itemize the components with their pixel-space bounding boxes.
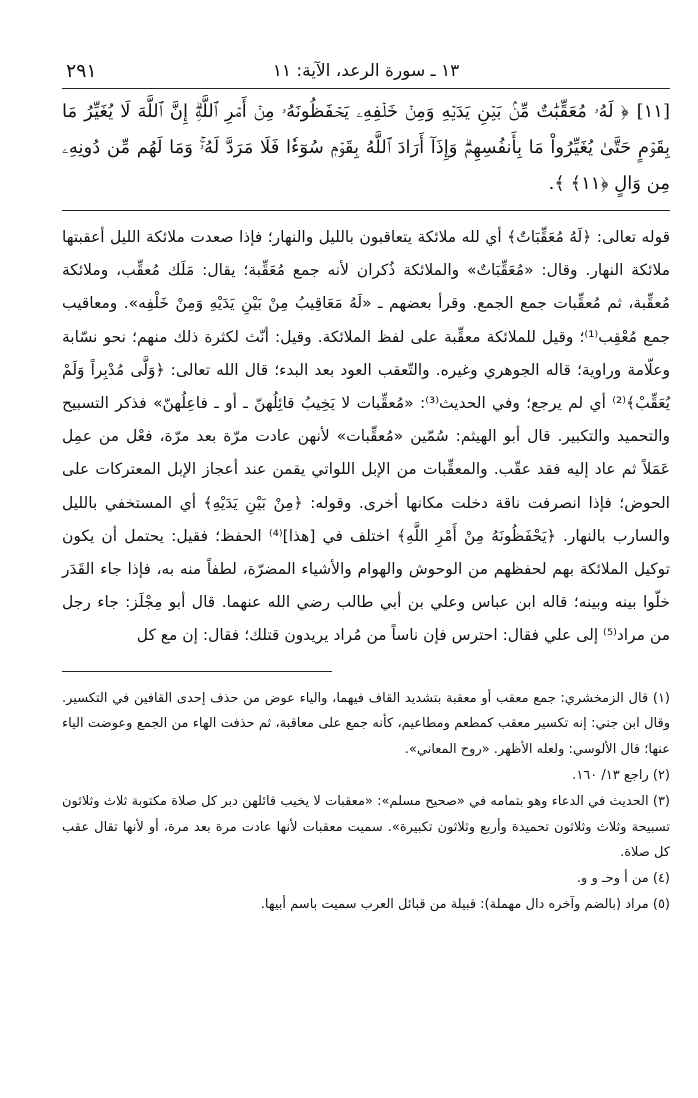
surah-title: ١٣ ـ سورة الرعد، الآية: ١١ <box>272 61 460 81</box>
page-number: ٢٩١ <box>66 60 97 82</box>
header-rule <box>62 88 670 89</box>
running-header <box>62 56 670 86</box>
verse-block <box>62 94 670 202</box>
footnote-1: (١) قال الزمخشري: جمع معقب أو معقبة بتشديد القاف فيهما، والياء عوض من حذف إحدى القافين في التكسير. وقال ابن جني: إنه تكسير معقب كمطعم ومطاعيم، كأنه جمع على معاقبة، ثم حذفت الهاء من الجمع وعوضت الياء عنها؛ قال الألوسي: ولعله الأظهر. «روح المعاني». <box>62 690 670 758</box>
verse-text: ﴿ لَهُۥ مُعَقِّبَٰتٌ مِّنۢ بَيۡنِ يَدَيۡهِ وَمِنۡ خَلۡفِهِۦ يَحۡفَظُونَهُۥ مِنۡ أَمۡرِ ٱللَّهِۗ إِنَّ ٱللَّهَ لَا يُغَيِّرُ مَا بِقَوۡمٍ حَتَّىٰ يُغَيِّرُواْ مَا بِأَنفُسِهِمۡۗ وَإِذَآ أَرَادَ ٱللَّهُ بِقَوۡمٖ سُوٓءٗا فَلَا مَرَدَّ لَهُۥۚ وَمَا لَهُم مِّن دُونِهِۦ مِن وَالٍ ﴿١١﴾ ﴾. <box>62 101 670 194</box>
page <box>62 56 670 1086</box>
footnote-2: (٢) راجع ١٣/ ١٦٠. <box>572 768 670 784</box>
verse-rule <box>62 210 670 211</box>
commentary-paragraph: قوله تعالى: ﴿لَهُ مُعَقِّبَاتٌ﴾ أي لله ملائكة يتعاقبون بالليل والنهار؛ فإذا صعدت ملائكة الليل أعقبتها ملائكة النهار. وقال: «مُعَقِّبَاتٌ» والملائكة ذُكران لأنه جمع مُعَقِّبة؛ يقال: مَلَك مُعقِّب، وملائكة مُعقِّبة، ثم مُعقِّبات جمع الجمع. وقرأ بعضهم ـ «لَهُ مَعَاقِيبُ مِنْ بَيْنِ يَدَيْهِ وَمِنْ خَلْفِه». ومعاقيب جمع مُعْقِب⁽¹⁾؛ وقيل للملائكة معقِّبة على لفظ الملائكة. وقيل: أنّث لكثرة ذلك منهم؛ نحو نسّابة وعلّامة وراوية؛ قاله الجوهري وغيره. والتّعقب العود بعد البدء؛ قال الله تعالى: ﴿وَلَّى مُدْبِراً وَلَمْ يُعَقِّبْ﴾⁽²⁾ أي لم يرجع؛ وفي الحديث⁽³⁾: «مُعقِّبات لا يَخِيبُ قائِلُهنّ ـ أو ـ فاعِلُهنّ» فذكر التسبيح والتحميد والتكبير. قال أبو الهيثم: سُمّين «مُعقِّبات» لأنهن عادت مرّة بعد مرّة، فعْل من عمِل عَمَلاً ثم عاد إليه فقد عقّب. والمعقِّبات من الإبل اللواتي يقمن عند أعجاز الإبل المعتركات على الحوض؛ فإذا انصرفت ناقة دخلت مكانها أخرى. وقوله: ﴿مِنْ بَيْنِ يَدَيْهِ﴾ أي المستخفي بالليل والسارب بالنهار. ﴿يَحْفَظُونَهُ مِنْ أَمْرِ اللَّهِ﴾ اختلف في [هذا]⁽⁴⁾ الحفظ؛ فقيل: يحتمل أن يكون توكيل الملائكة بهم لحفظهم من الوحوش والهوام والأشياء المضرّة، لطفاً منه به، فإذا جاء القَدَر خلّوا بينه وبينه؛ قاله ابن عباس وعلي بن أبي طالب رضي الله عنهما. قال أبو مِجْلَز: جاء رجل من مراد⁽⁵⁾ إلى علي فقال: احترس فإن ناساً من مُراد يريدون قتلك؛ فقال: إن مع كل <box>62 228 670 645</box>
footnote-rule <box>62 671 332 672</box>
footnote-4: (٤) من أ وحـ و و. <box>576 871 670 887</box>
footnote-5: (٥) مراد (بالضم وآخره دال مهملة): قبيلة من قبائل العرب سميت باسم أبيها. <box>260 897 670 913</box>
commentary <box>62 221 670 653</box>
verse-number: [١١] <box>636 101 670 122</box>
footnote-3: (٣) الحديث في الدعاء وهو بتمامه في «صحيح مسلم»: «معقبات لا يخيب قائلهن دبر كل صلاة مكتوبة ثلاث وثلاثون تسبيحة وثلاث وثلاثون تحميدة وأربع وثلاثون تكبيرة». سميت معقبات لأنها عادت مرة بعد مرة، أو لأنها تقال عقب كل صلاة. <box>62 793 670 861</box>
footnotes <box>62 686 670 918</box>
